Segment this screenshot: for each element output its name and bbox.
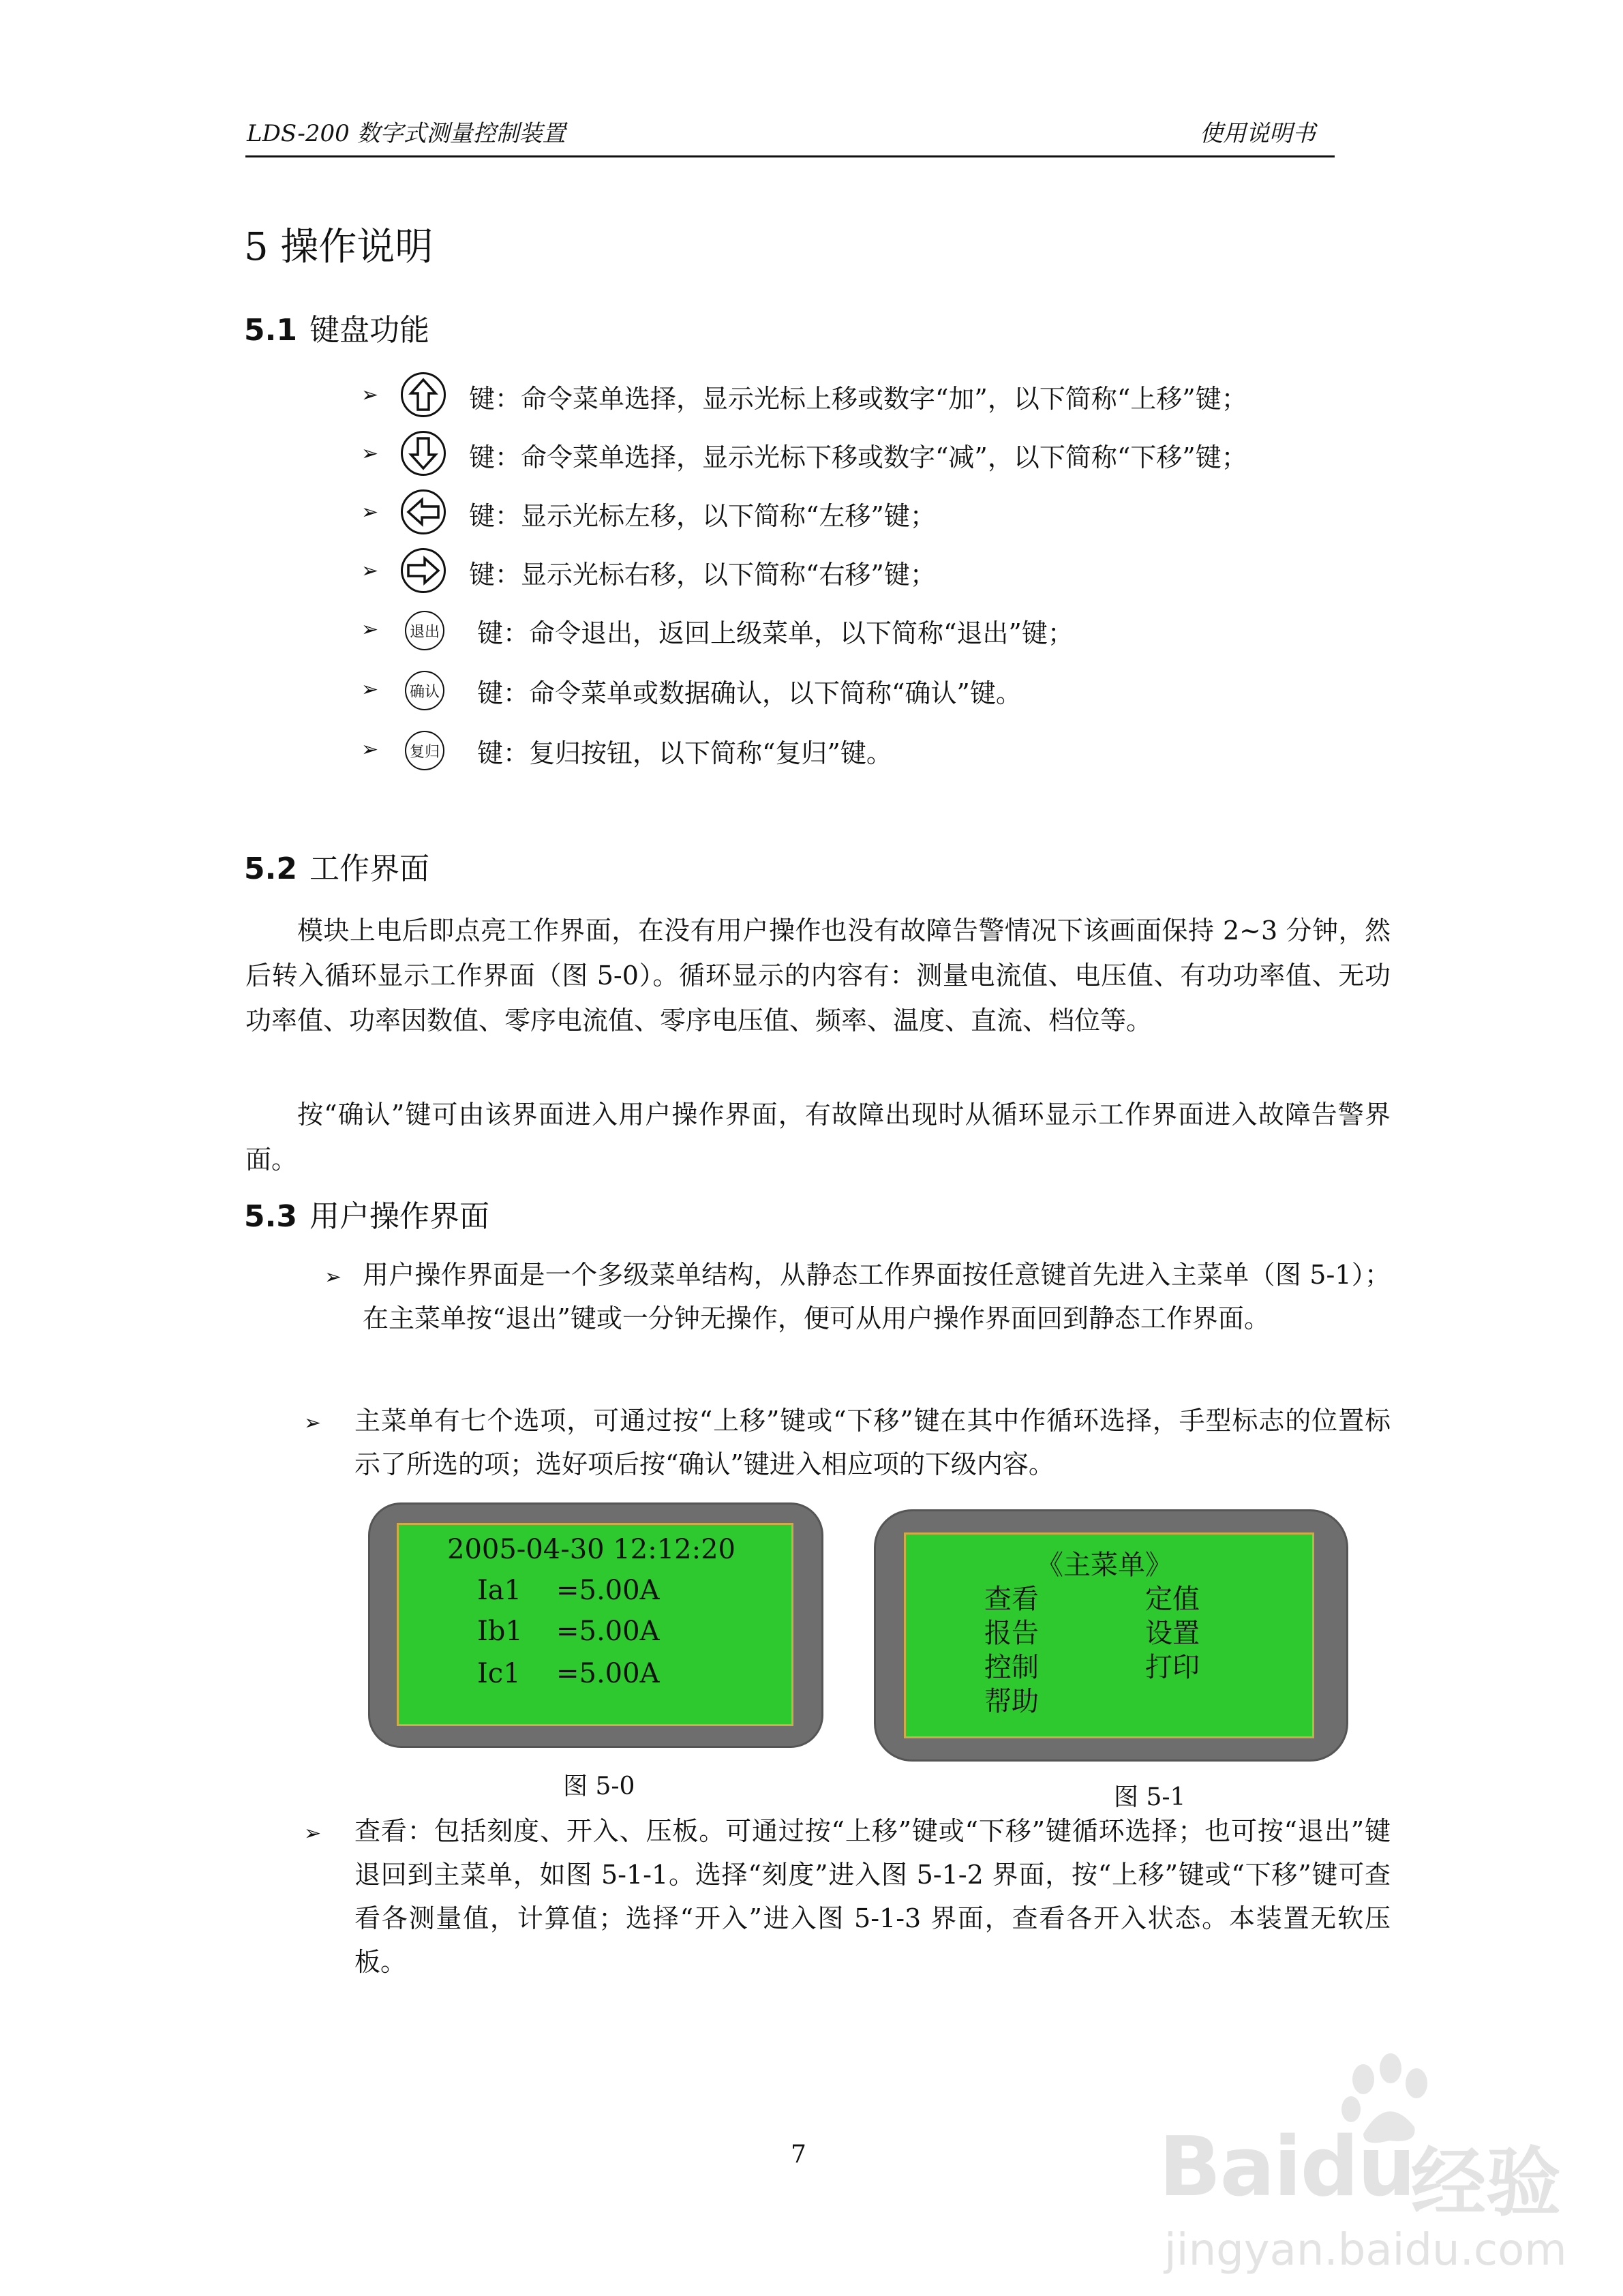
exit-key-icon: 退出: [405, 611, 444, 650]
header-title: LDS-200 数字式测量控制装置: [247, 120, 566, 147]
paragraph: 模块上电后即点亮工作界面，在没有用户操作也没有故障告警情况下该画面保持 2~3 分钟，然后转入循环显示工作界面（图 5-0）。循环显示的内容有：测量电流值、电压值、有功功率值、无功功率值、功率因数值、零序电流值、零序电压值、频率、温度、直流、档位等。: [245, 916, 1391, 1036]
right-arrow-key-icon: [401, 548, 446, 593]
key-desc: 键：命令菜单或数据确认，以下简称“确认”键。: [477, 678, 1022, 708]
subsection-number: 5.1: [244, 313, 297, 348]
subsection-label: 工作界面: [309, 851, 429, 886]
bullet-arrow-icon: ➢: [361, 618, 379, 641]
menu-item-settings: 设置: [1145, 1618, 1200, 1649]
header-rule: [245, 155, 1335, 157]
bullet-text: 主菜单有七个选项，可通过按“上移”键或“下移”键在其中作循环选择，手型标志的位置标示了所选的项；选好项后按“确认”键进入相应项的下级内容。: [354, 1406, 1391, 1479]
bullet-text: 查看：包括刻度、开入、压板。可通过按“上移”键或“下移”键循环选择；也可按“退出”键退回到主菜单，如图 5-1-1。选择“刻度”进入图 5-1-2 界面，按“上移”键或“下移”键可查看各测量值，计算值；选择“开入”进入图 5-1-3 界面，查看各开入状态。本装置无软压板。: [354, 1816, 1391, 1977]
menu-item-view: 查看: [984, 1584, 1039, 1615]
bullet-arrow-icon: ➢: [361, 738, 379, 761]
subsection-label: 用户操作界面: [309, 1199, 489, 1234]
watermark-brand-2: du: [1300, 2120, 1414, 2215]
bullet-arrow-icon: ➢: [361, 442, 379, 466]
watermark-url: jingyan.baidu.com: [1164, 2225, 1567, 2276]
page-number: 7: [791, 2141, 806, 2169]
header-right: 使用说明书: [1200, 120, 1316, 147]
up-arrow-key-icon: [401, 372, 446, 417]
menu-item-control: 控制: [984, 1652, 1039, 1683]
lcd-row-value: =5.00A: [556, 1575, 660, 1606]
subsection-5-1-title: [244, 305, 429, 349]
menu-title: 《主菜单》: [1036, 1550, 1172, 1581]
down-arrow-key-icon: [401, 431, 446, 476]
menu-item-setting-value: 定值: [1145, 1584, 1200, 1615]
key-desc: 键：命令菜单选择，显示光标下移或数字“减”，以下简称“下移”键；: [469, 442, 1247, 472]
menu-item-help: 帮助: [984, 1686, 1039, 1717]
lcd-row-value: =5.00A: [556, 1616, 660, 1647]
lcd-row-name: Ia1: [477, 1575, 522, 1606]
reset-key-icon: 复归: [405, 731, 444, 770]
watermark-cn: 经验: [1411, 2139, 1561, 2226]
key-desc: 键：命令菜单选择，显示光标上移或数字“加”，以下简称“上移”键；: [469, 384, 1247, 414]
bullet-arrow-icon: ➢: [361, 678, 379, 701]
figure-caption: 图 5-0: [563, 1772, 635, 1800]
bullet-arrow-icon: ➢: [304, 1411, 322, 1435]
watermark-brand: Bai: [1159, 2120, 1301, 2215]
subsection-label: 键盘功能: [309, 313, 429, 348]
bullet-arrow-icon: ➢: [361, 500, 379, 524]
left-arrow-key-icon: [401, 489, 446, 534]
paragraph: 按“确认”键可由该界面进入用户操作界面，有故障出现时从循环显示工作界面进入故障告警界面。: [245, 1100, 1391, 1175]
bullet-arrow-icon: ➢: [304, 1822, 322, 1845]
section-title: 5 操作说明: [244, 225, 434, 269]
subsection-number: 5.2: [244, 851, 297, 886]
key-desc: 键：命令退出，返回上级菜单，以下简称“退出”键；: [477, 618, 1074, 648]
confirm-key-icon: 确认: [405, 671, 444, 710]
lcd-row-name: Ib1: [477, 1616, 523, 1647]
key-desc: 键：显示光标右移，以下简称“右移”键；: [469, 560, 936, 590]
key-desc: 键：显示光标左移，以下简称“左移”键；: [469, 501, 936, 531]
lcd-row-value: =5.00A: [556, 1658, 660, 1689]
menu-item-report: 报告: [984, 1618, 1039, 1649]
bullet-arrow-icon: ➢: [361, 559, 379, 583]
figure-caption: 图 5-1: [1114, 1783, 1186, 1811]
bullet-text: 用户操作界面是一个多级菜单结构，从静态工作界面按任意键首先进入主菜单（图 5-1）；在主菜单按“退出”键或一分钟无操作，便可从用户操作界面回到静态工作界面。: [363, 1260, 1391, 1333]
bullet-arrow-icon: ➢: [361, 383, 379, 407]
menu-item-print: 打印: [1145, 1652, 1200, 1683]
subsection-5-3-title: [244, 1192, 489, 1235]
lcd-datetime: 2005-04-30 12:12:20: [447, 1534, 735, 1565]
subsection-5-2-title: [244, 844, 429, 888]
lcd-row-name: Ic1: [477, 1658, 521, 1689]
subsection-number: 5.3: [244, 1199, 297, 1234]
key-desc: 键：复归按钮，以下简称“复归”键。: [477, 738, 892, 768]
bullet-arrow-icon: ➢: [324, 1265, 342, 1289]
